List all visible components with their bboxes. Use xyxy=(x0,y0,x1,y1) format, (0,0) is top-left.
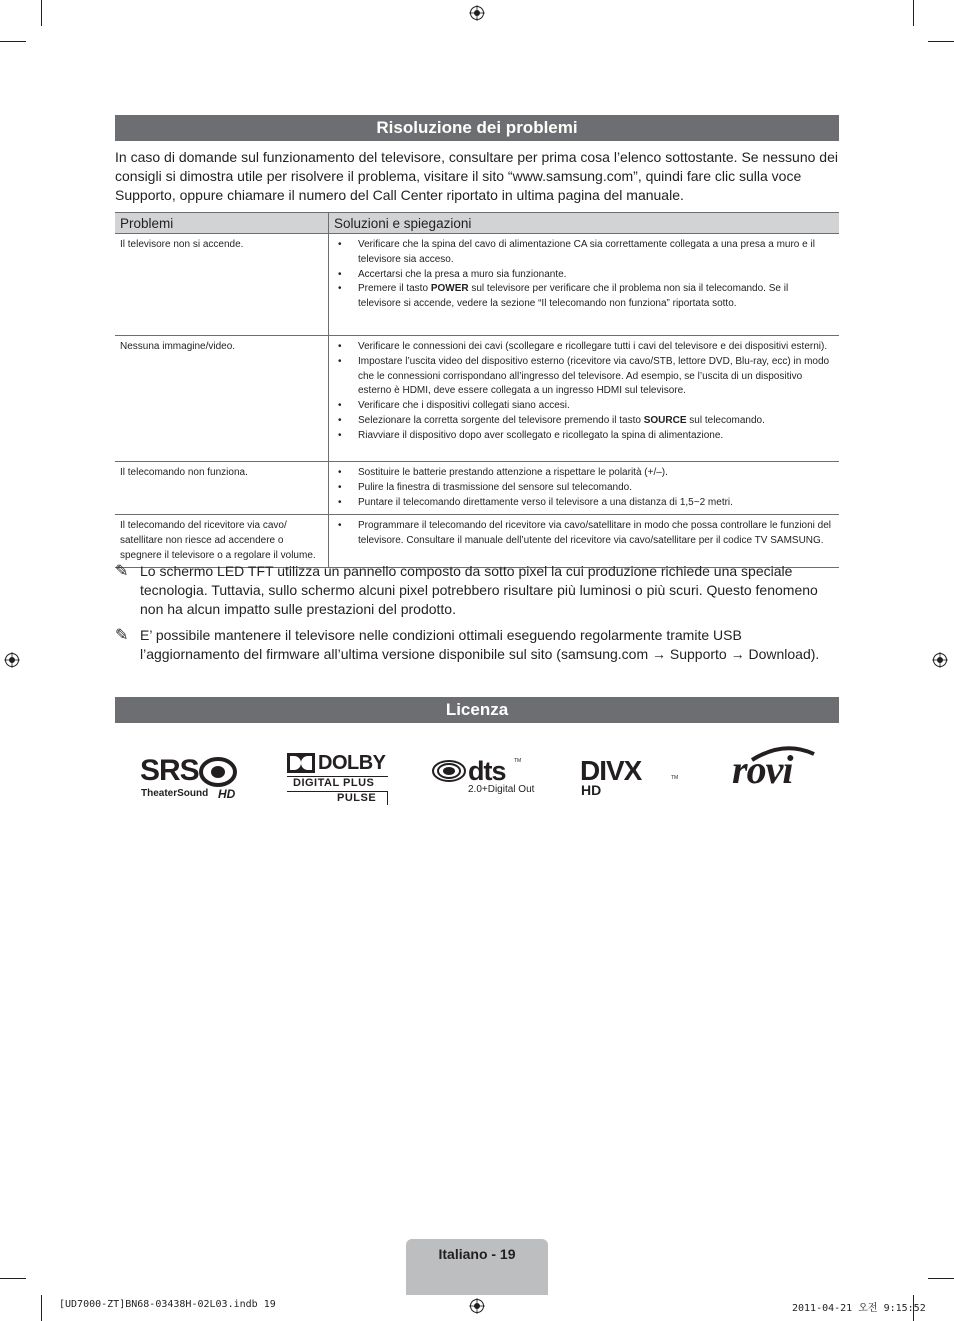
troubleshooting-intro: In caso di domande sul funzionamento del televisore, consultare per prima cosa l’elenco sottostante. Se nessuno dei consigli si dimostra utile per risolvere il problema, visitare il sito “www.samsung.com”, quindi fare clic sulla voce Supporto, oppure chiamare il numero del Call Center riportato in ultima pagina del manuale. xyxy=(115,149,838,203)
solutions-cell xyxy=(329,462,840,515)
divx-tm: TM xyxy=(671,775,679,781)
registration-mark-icon xyxy=(469,1298,485,1314)
solution-item: • Pulire la finestra di trasmissione del sensore sul telecomando. xyxy=(338,481,831,496)
license-title: Licenza xyxy=(115,697,839,723)
troubleshooting-title: Risoluzione dei problemi xyxy=(115,115,839,141)
divider xyxy=(387,791,388,805)
note-text: Lo schermo LED TFT utilizza un pannello composto da sotto pixel la cui produzione richiede una speciale tecnologia. Tuttavia, sullo schermo alcuni pixel potrebbero risultare più luminosi o più scuri. Questo fenomeno non ha alcun impatto sulle prestazioni del prodotto. xyxy=(140,563,818,617)
divx-text: DIVX xyxy=(580,755,642,786)
solutions-cell xyxy=(329,336,840,462)
divx-hd-logo xyxy=(580,757,680,799)
print-slug-date: 2011-04-21 오전 9:15:52 xyxy=(792,1303,926,1314)
problem-cell: Il telecomando non funziona. xyxy=(115,462,329,515)
crop-mark xyxy=(41,1295,42,1321)
rovi-text: rovi xyxy=(732,747,793,792)
problem-cell: Il telecomando del ricevitore via cavo/ satellitare non riesce ad accendere o spegnere il televisore o a regolare il volume. xyxy=(115,515,329,568)
pencil-icon: ✎ xyxy=(115,627,129,644)
solution-item: • Riavviare il dispositivo dopo aver scollegato e ricollegato la spina di alimentazione. xyxy=(338,429,831,444)
dts-disc-icon xyxy=(432,760,466,782)
solution-item: • Selezionare la corretta sorgente del televisore premendo il tasto SOURCE sul telecomando. xyxy=(338,414,831,429)
dts-text: dts xyxy=(468,756,506,786)
registration-mark-icon xyxy=(4,652,20,668)
dts-sub-text: 2.0+Digital Out xyxy=(468,784,535,795)
srs-logo-text: SRS xyxy=(140,754,199,787)
solution-item: • Programmare il telecomando del ricevitore via cavo/satellitare in modo che possa controllare le funzioni del televisore. Consultare il manuale dell’utente del ricevitore via cavo/satellitare per il codice TV SAMSUNG. xyxy=(338,519,831,549)
crop-mark xyxy=(0,41,26,42)
rovi-logo xyxy=(732,744,816,790)
table-row xyxy=(115,234,839,336)
srs-hd-text: HD xyxy=(218,787,236,801)
solution-item: • Verificare le connessioni dei cavi (scollegare e ricollegare tutti i cavi del televisore e dei dispositivi esterni). xyxy=(338,340,831,355)
dolby-line1: DIGITAL PLUS xyxy=(293,777,375,789)
dolby-digital-plus-pulse-logo xyxy=(287,752,389,806)
dolby-line2: PULSE xyxy=(337,792,377,804)
problem-cell: Il televisore non si accende. xyxy=(115,234,329,336)
crop-mark xyxy=(41,0,42,26)
solution-item: • Premere il tasto POWER sul televisore per verificare che il problema non sia il telecomando. Se il televisore si accende, vedere la sezione “Il telecomando non funziona” riportata sotto. xyxy=(338,282,831,312)
pencil-icon: ✎ xyxy=(115,563,129,580)
solution-item: • Accertarsi che la presa a muro sia funzionante. xyxy=(338,268,831,283)
page-number: Italiano - 19 xyxy=(438,1246,516,1262)
dts-digital-out-logo xyxy=(432,756,536,800)
solution-item: • Verificare che i dispositivi collegati siano accesi. xyxy=(338,399,831,414)
srs-sub-text: TheaterSound xyxy=(141,788,209,799)
table-header-row xyxy=(115,213,839,234)
header-problems: Problemi xyxy=(115,213,329,234)
table-row xyxy=(115,336,839,462)
crop-mark xyxy=(0,1278,26,1279)
dolby-double-d-icon xyxy=(287,753,315,773)
note-pixels xyxy=(115,562,841,619)
registration-mark-icon xyxy=(932,652,948,668)
troubleshooting-table xyxy=(115,212,839,568)
table-row xyxy=(115,515,839,568)
header-solutions: Soluzioni e spiegazioni xyxy=(329,213,840,234)
divx-hd-text: HD xyxy=(581,782,602,798)
crop-mark xyxy=(913,0,914,26)
dts-tm: TM xyxy=(514,758,522,764)
crop-mark xyxy=(928,41,954,42)
solution-item: • Verificare che la spina del cavo di alimentazione CA sia correttamente collegata a una presa a muro e il televisore sia acceso. xyxy=(338,238,831,268)
solutions-cell xyxy=(329,234,840,336)
problem-cell: Nessuna immagine/video. xyxy=(115,336,329,462)
srs-swirl-icon xyxy=(198,757,238,787)
srs-theatersound-hd-logo xyxy=(140,755,242,803)
registration-mark-icon xyxy=(469,5,485,21)
crop-mark xyxy=(928,1278,954,1279)
note-firmware xyxy=(115,626,841,664)
solutions-cell xyxy=(329,515,840,568)
solution-item: • Sostituire le batterie prestando attenzione a rispettare le polarità (+/–). xyxy=(338,466,831,481)
print-slug-file: [UD7000-ZT]BN68-03438H-02L03.indb 19 xyxy=(59,1299,276,1310)
dolby-text: DOLBY xyxy=(318,752,386,774)
note-text: E’ possibile mantenere il televisore nelle condizioni ottimali eseguendo regolarmente tramite USB l’aggiornamento del firmware all’ultima versione disponibile sul sito (samsung.com → Supporto → Download). xyxy=(140,627,820,662)
solution-item: • Impostare l’uscita video del dispositivo esterno (ricevitore via cavo/STB, lettore DVD, Blu-ray, ecc) in modo che le connessioni corrispondano all’ingresso del televisore. Ad esempio, se l’uscita di un dispositivo esterno è HDMI, deve essere collegata a un ingresso HDMI sul televisore. xyxy=(338,355,831,399)
solution-item: • Puntare il telecomando direttamente verso il televisore a una distanza di 1,5~2 metri. xyxy=(338,496,831,511)
table-row xyxy=(115,462,839,515)
